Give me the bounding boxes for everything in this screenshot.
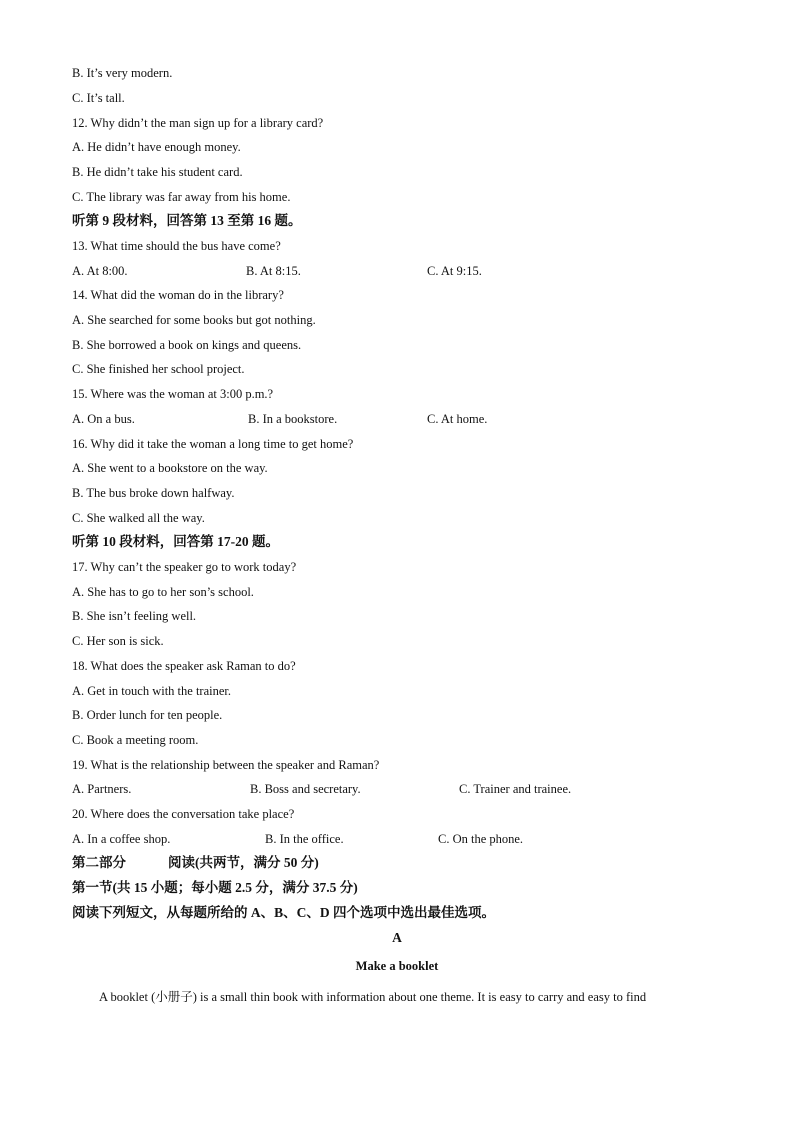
q13-option-c: C. At 9:15.	[427, 264, 482, 278]
q17-option-a: A. She has to go to her son’s school.	[72, 585, 254, 599]
q14-option-c: C. She finished her school project.	[72, 362, 245, 376]
q20-option-b: B. In the office.	[265, 832, 344, 846]
q16-option-c: C. She walked all the way.	[72, 511, 205, 525]
q20-option-a: A. In a coffee shop.	[72, 832, 171, 846]
q14-option-b: B. She borrowed a book on kings and queens.	[72, 338, 302, 352]
q12-option-c: C. The library was far away from his home.	[72, 190, 291, 204]
q13-option-a: A. At 8:00.	[72, 264, 128, 278]
q12-option-b: B. He didn’t take his student card.	[72, 165, 243, 179]
q12-option-a: A. He didn’t have enough money.	[72, 140, 241, 154]
q19-option-b: B. Boss and secretary.	[250, 782, 361, 796]
q16-question: 16. Why did it take the woman a long time to get home?	[72, 437, 354, 451]
q12-question: 12. Why didn’t the man sign up for a library card?	[72, 116, 324, 130]
q11-option-c: C. It’s tall.	[72, 91, 125, 105]
part-two-label: 第二部分	[72, 855, 126, 870]
q18-option-a: A. Get in touch with the trainer.	[72, 684, 231, 698]
q15-option-a: A. On a bus.	[72, 412, 135, 426]
q15-option-c: C. At home.	[427, 412, 488, 426]
q14-option-a: A. She searched for some books but got nothing.	[72, 313, 316, 327]
q14-question: 14. What did the woman do in the library?	[72, 288, 284, 302]
section-one-heading: 第一节(共 15 小题；每小题 2.5 分，满分 37.5 分)	[72, 880, 358, 895]
q11-option-b: B. It’s very modern.	[72, 66, 173, 80]
passage-title: Make a booklet	[355, 959, 439, 973]
passage-letter: A	[392, 930, 402, 945]
q19-option-c: C. Trainer and trainee.	[459, 782, 572, 796]
passage-paragraph: A booklet (小册子) is a small thin book with information about one theme. It is easy to carry and easy to find	[99, 990, 647, 1004]
section-10-heading: 听第 10 段材料，回答第 17-20 题。	[72, 534, 279, 549]
q19-option-a: A. Partners.	[72, 782, 132, 796]
q16-option-b: B. The bus broke down halfway.	[72, 486, 235, 500]
q20-question: 20. Where does the conversation take place?	[72, 807, 295, 821]
q20-option-c: C. On the phone.	[438, 832, 524, 846]
q18-question: 18. What does the speaker ask Raman to do?	[72, 659, 296, 673]
q19-question: 19. What is the relationship between the speaker and Raman?	[72, 758, 380, 772]
q17-option-b: B. She isn’t feeling well.	[72, 609, 197, 623]
q17-question: 17. Why can’t the speaker go to work today?	[72, 560, 297, 574]
q15-option-b: B. In a bookstore.	[248, 412, 338, 426]
q13-question: 13. What time should the bus have come?	[72, 239, 281, 253]
part-two-title: 阅读(共两节，满分 50 分)	[168, 855, 319, 870]
q15-question: 15. Where was the woman at 3:00 p.m.?	[72, 387, 274, 401]
reading-instructions: 阅读下列短文，从每题所给的 A、B、C、D 四个选项中选出最佳选项。	[72, 905, 496, 920]
q13-option-b: B. At 8:15.	[246, 264, 301, 278]
q17-option-c: C. Her son is sick.	[72, 634, 164, 648]
q16-option-a: A. She went to a bookstore on the way.	[72, 461, 268, 475]
q18-option-c: C. Book a meeting room.	[72, 733, 199, 747]
section-9-heading: 听第 9 段材料，回答第 13 至第 16 题。	[72, 213, 302, 228]
q18-option-b: B. Order lunch for ten people.	[72, 708, 223, 722]
